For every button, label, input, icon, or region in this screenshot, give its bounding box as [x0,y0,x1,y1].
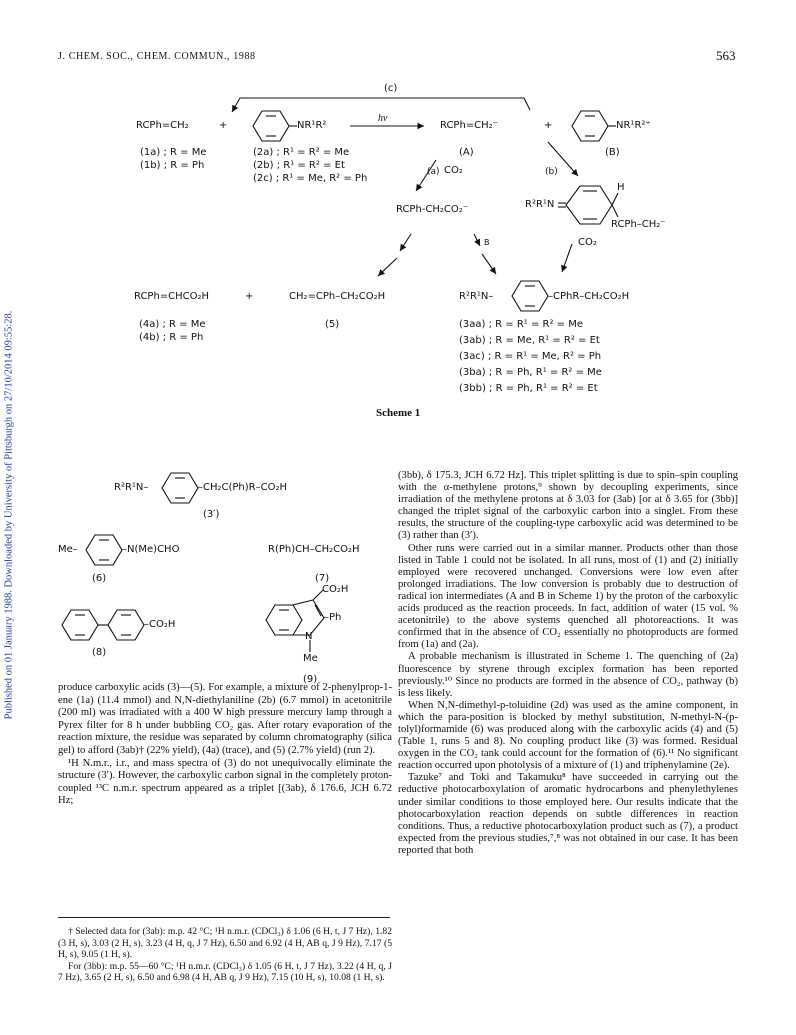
list-3aa: (3aa) ; R = R¹ = R² = Me [459,319,583,330]
product-5: CH₂=CPh–CH₂CO₂H [289,291,386,302]
list-3ab: (3ab) ; R = Me, R¹ = R² = Et [459,335,600,346]
right-paragraph: Tazuke⁷ and Toki and Takamuku⁸ have succeeded in carrying out the reductive photocarboxylation of aromatic hydrocarbons and phenylethylenes under similar conditions to those employed here. Our results indicate that the photocarboxylation reaction depends on subtle differences in reaction conditions. Thus, a reductive photocarboxylation product such as (7), a product expected from the previous studies,⁷,⁸ was not obtained in our case. It has been reported that both [398,772,738,856]
arrow-hv-label: hν [378,113,388,124]
footnote-rule [58,917,390,918]
footnote-3bb: For (3bb): m.p. 55—60 °C; ¹H n.m.r. (CDCl₃) δ 1.05 (6 H, t, J 7 Hz), 3.22 (4 H, q, J 7 Hz), 3.65 (2 H, s), 6.50 and 6.98 (4 H, AB q, J 9 Hz), 7.15 (10 H, s), 10.08 (1 H, s). [58,960,392,984]
arrow-a-label: (a) [427,167,440,177]
arrow-b-label: (b) [545,167,558,177]
product-3-left: R²R¹N– [459,291,494,302]
right-column [398,470,738,857]
adduct-H: H [617,182,625,193]
s9-co2h: CO₂H [322,584,349,595]
right-paragraph: (3bb), δ 175.3, JCH 6.72 Hz]. This triplet splitting is due to spin–spin coupling with the α-methylene protons,⁹ shown by decoupling experiments, since irradiation of the methylene protons at δ 3.03 for (3ab) [or at δ 3.65 for (3bb)] changed the triplet signal of the carboxylic carbon into a singlet. From these results, the structure of the coupling-type carboxylic acid was determined to be (3) rather than (3′). [398,470,738,542]
scheme-caption: Scheme 1 [376,407,421,419]
s8-right: –CO₂H [144,619,176,630]
list-1a: (1a) ; R = Me [140,147,207,158]
s9-ph: –Ph [324,612,342,623]
left-paragraph: ¹H N.m.r., i.r., and mass spectra of (3) do not unequivocally eliminate the structure (3′). However, the carboxylic carbon signal in the completely proton-coupled ¹³C n.m.r. spectrum appeared as a triplet [(3ab), δ 176.6, JCH 6.72 Hz; [58,757,392,807]
list-2a: (2a) ; R¹ = R² = Me [253,147,350,158]
right-paragraph: Other runs were carried out in a similar manner. Products other than those listed in Table 1 could not be isolated. In all runs, most of (1) and (2) initially employed were recovered unchanged. Conversions were low even after prolonged irradiations. The low conversion is probably due to destruction of radical ion intermediates (A and B in Scheme 1) by the proton of the carboxylic acids produced as the reaction proceeds. In fact, addition of water (15 vol. % acetonitrile) to the above systems quenched all photoreactions. It was confirmed that in the absence of CO₂ essentially no photoproducts are formed from (1a) and (2a). [398,542,738,651]
left-paragraph: produce carboxylic acids (3)—(5). For example, a mixture of 2-phenylprop-1-ene (1a) (11.4 mmol) and N,N-diethylaniline (2b) (6.7 mmol) in acetonitrile (200 ml) was irradiated with a 400 W high pressure mercury lamp through a Pyrex filter for 8 h under bubbling CO₂ gas. After rotary evaporation of the reaction mixture, the residue was separated by column chromatography (silica gel) to afford (3ab)† (22% yield), (4a) (trace), and (5) (2.7% yield) (run 2). [58,682,392,756]
footnotes [58,926,392,984]
list-3bb: (3bb) ; R = Ph, R¹ = R² = Et [459,383,598,394]
right-paragraph: When N,N-dimethyl-p-toluidine (2d) was used as the amine component, in which the para-position is blocked by methyl substitution, N-methyl-N-(p-tolyl)formamide (6) was produced along with the carboxylic acids (4) and (5) (Table 1, runs 5 and 8). No coupling product like (3) was formed. Residual oxygen in the CO₂ tank could account for the formation of (6).¹¹ No significant reaction occurred upon photolysis of a mixture of (1) and triphenylamine (2e). [398,699,738,772]
radical-cation-group: NR¹R²⁺ [616,120,651,131]
s9-me: Me [303,653,318,664]
s8-label: (8) [92,647,107,658]
right-paragraph: A probable mechanism is illustrated in Scheme 1. The quenching of (2a) fluorescence by styrene through exciplex formation has been reported previously.¹⁰ Since no products are formed in the absence of CO₂, pathway (b) is less likely. [398,651,738,699]
label-5: (5) [325,319,340,330]
product-3-right: –CPhR–CH₂CO₂H [548,291,630,302]
s6-left: Me– [58,544,78,555]
s7-formula: R(Ph)CH–CH₂CO₂H [268,544,360,555]
structures-block [0,440,390,710]
list-3ac: (3ac) ; R = R¹ = Me, R² = Ph [459,351,602,362]
structures-drawing [0,440,390,710]
carboxylate-intermediate: RCPh-CH₂CO₂⁻ [396,204,469,215]
s9-label: (9) [303,674,318,685]
list-2b: (2b) ; R¹ = R² = Et [253,160,345,171]
reactant-2-group: NR¹R² [297,120,327,131]
plus-1: + [219,120,228,131]
label-A: (A) [459,147,474,158]
radical-anion-A: RCPh=CH₂⁻ [440,120,498,131]
product-4: RCPh=CHCO₂H [134,291,210,302]
arrow-B-label: B [484,238,490,247]
left-column [58,682,392,808]
s6-label: (6) [92,573,107,584]
adduct-left: R²R¹N [525,199,555,210]
footnote-3ab: † Selected data for (3ab): m.p. 42 °C; ¹H n.m.r. (CDCl₃) δ 1.06 (6 H, t, J 7 Hz), 1.82 (3 H, s), 3.03 (2 H, s), 3.23 (4 H, q, J 7 Hz), 6.50 and 6.92 (4 H, AB q, J 9 Hz), 7.17 (5 H, s), 9.05 (1 H, s). [58,926,392,961]
list-4a: (4a) ; R = Me [139,319,206,330]
list-4b: (4b) ; R = Ph [139,332,204,343]
plus-2: + [544,120,553,131]
plus-3: + [245,291,254,302]
scheme-1-drawing [0,0,796,440]
s3p-right: –CH₂C(Ph)R–CO₂H [198,482,287,493]
arrow-c-label: (c) [384,83,398,94]
label-B: (B) [605,147,620,158]
adduct-right: RCPh–CH₂⁻ [611,219,666,230]
reactant-1: RCPh=CH₂ [136,120,189,131]
s9-n: N [305,631,313,642]
running-header: J. CHEM. SOC., CHEM. COMMUN., 1988 [58,51,256,62]
arrow-a-co2: CO₂ [444,165,463,176]
scheme-1 [0,0,796,440]
s3p-label: (3′) [203,509,220,520]
arrow-co2-2: CO₂ [578,237,597,248]
download-watermark-text: Published on 01 January 1988. Downloaded by University of Pittsburgh on 27/10/2014 09:55:28. [3,310,15,720]
s6-right: –N(Me)CHO [122,544,180,555]
list-2c: (2c) ; R¹ = Me, R² = Ph [253,173,368,184]
s3p-left: R²R¹N– [114,482,149,493]
list-3ba: (3ba) ; R = Ph, R¹ = R² = Me [459,367,602,378]
s7-label: (7) [315,573,330,584]
list-1b: (1b) ; R = Ph [140,160,205,171]
page-number: 563 [716,48,736,63]
